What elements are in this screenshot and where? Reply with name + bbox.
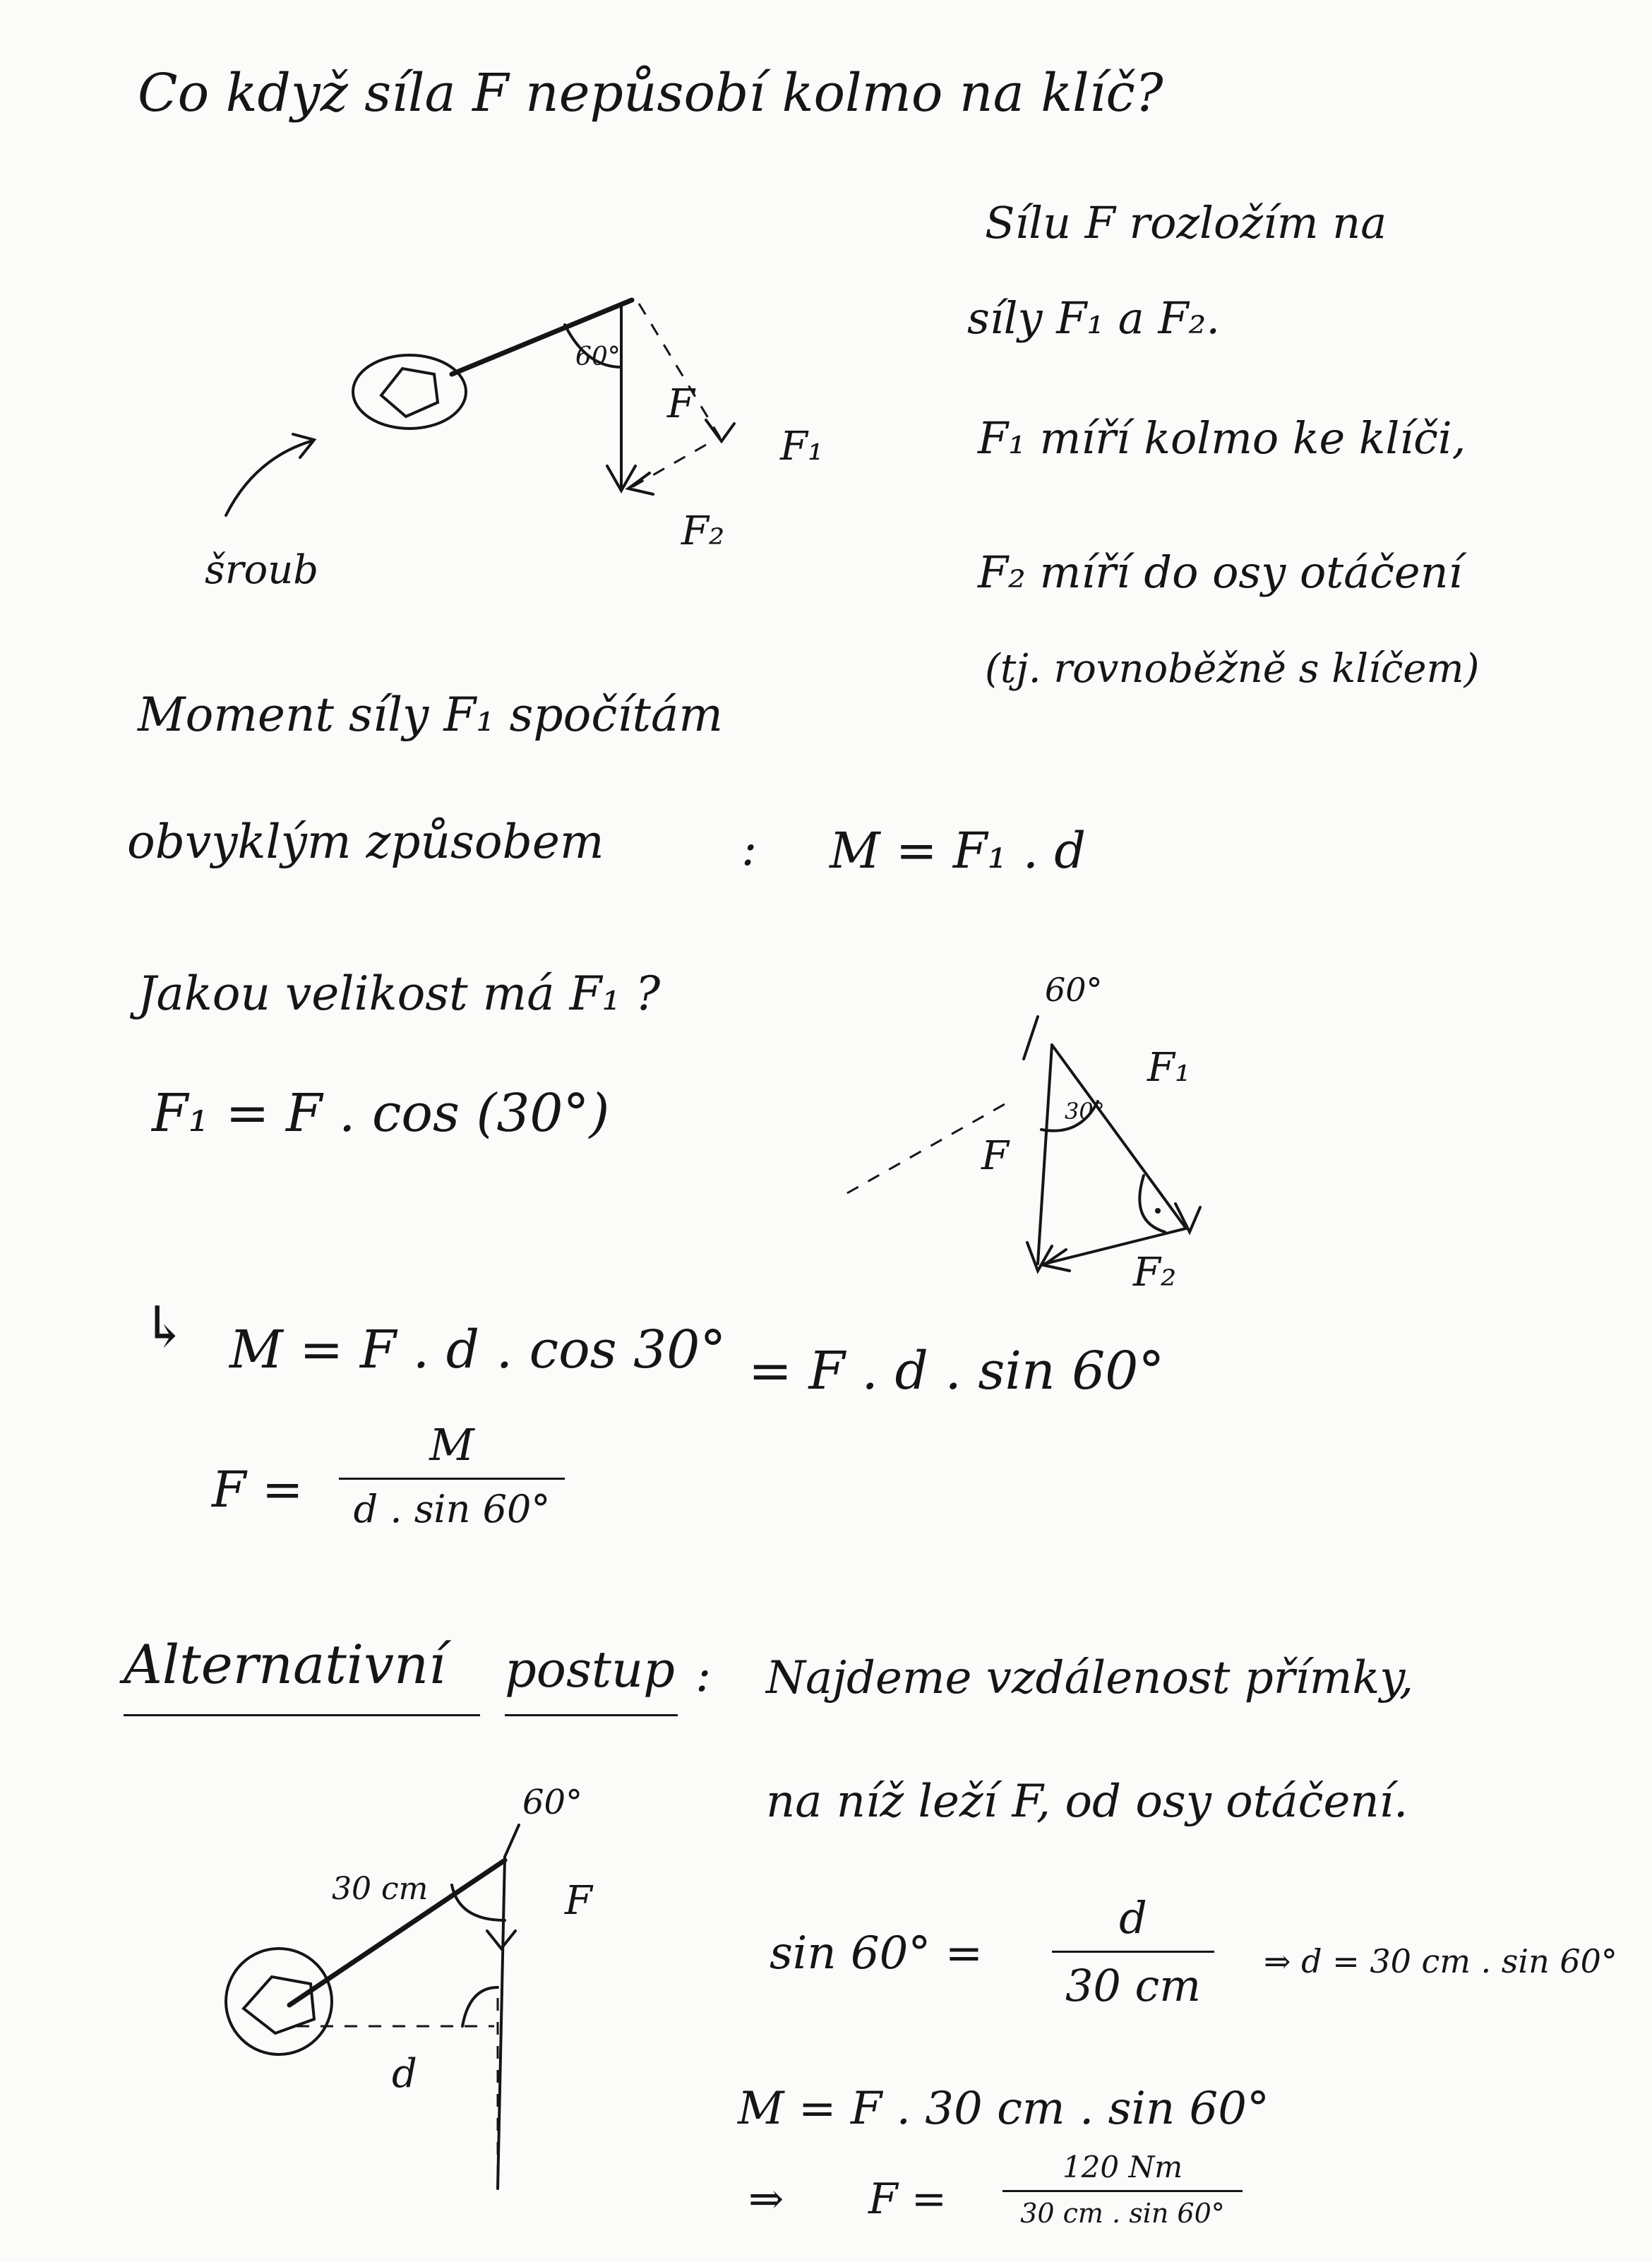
alt-text-2: na níž leží F, od osy otáčení.	[766, 1776, 1408, 1828]
d3-F-label: F	[565, 1878, 592, 1924]
alt-text-1: Najdeme vzdálenost přímky,	[766, 1652, 1414, 1704]
result-formula: M = F . d . cos 30°	[229, 1320, 726, 1380]
d2-angle-inner: 30°	[1065, 1098, 1105, 1125]
dashed-F2-line	[632, 445, 706, 487]
d1-F-label: F	[667, 381, 695, 427]
decomp-line-1: Sílu F rozložím na	[985, 197, 1387, 249]
screw-pentagon	[381, 369, 438, 417]
sin-eq-fraction	[1052, 1892, 1214, 2011]
screw-circle	[353, 355, 466, 429]
f-fraction-bar	[339, 1478, 565, 1480]
moment-line-2: obvyklým způsobem	[127, 815, 604, 869]
final-num: 120 Nm	[1062, 2150, 1183, 2184]
decomp-line-5: (tj. rovnoběžně s klíčem)	[985, 646, 1480, 692]
sin-eq-lhs: sin 60° =	[770, 1927, 983, 1980]
sin-eq-den: 30 cm	[1065, 1960, 1202, 2011]
d3-d-label: d	[392, 2051, 417, 2097]
d2-angle-top: 60°	[1045, 971, 1103, 1009]
F1-arrowhead	[706, 420, 734, 441]
f1-formula: F₁ = F . cos (30°)	[152, 1083, 610, 1144]
sin-eq-num: d	[1119, 1892, 1147, 1944]
d3-F-arrowhead	[487, 1931, 515, 1949]
alt-colon: :	[695, 1648, 712, 1702]
d2-F2-label: F₂	[1133, 1250, 1177, 1295]
screw-pointer-arrow	[226, 441, 311, 515]
f-fraction-den: d . sin 60°	[353, 1487, 551, 1531]
sin-eq-bar	[1052, 1951, 1214, 1953]
final-moment: M = F . 30 cm . sin 60°	[738, 2083, 1269, 2135]
d3-ext-line	[505, 1825, 519, 1857]
final-implies: ⇒	[748, 2174, 784, 2224]
final-den: 30 cm . sin 60°	[1020, 2198, 1225, 2229]
decomp-line-4: F₂ míří do osy otáčení	[978, 546, 1463, 598]
d3-right-angle	[462, 1987, 498, 2026]
f-fraction	[339, 1419, 565, 1531]
d1-angle-label: 60°	[575, 342, 621, 371]
d3-screw-circle	[226, 1949, 332, 2054]
page-title: Co když síla F nepůsobí kolmo na klíč?	[138, 63, 1163, 124]
alt-heading-2-underline	[505, 1714, 678, 1716]
alt-heading-1-underline	[124, 1714, 480, 1716]
result-equals: = F . d . sin 60°	[748, 1341, 1165, 1401]
result-arrow: ↳	[141, 1294, 189, 1360]
moment-colon: :	[741, 822, 758, 876]
F2-arrowhead	[628, 473, 653, 494]
d3-length-label: 30 cm	[332, 1871, 429, 1907]
d2-right-angle-dot	[1155, 1208, 1161, 1214]
sin-eq-implies: ⇒ d = 30 cm . sin 60°	[1264, 1942, 1617, 1980]
d1-screw-label: šroub	[205, 547, 319, 593]
f-fraction-lhs: F =	[212, 1461, 304, 1519]
decomp-line-3: F₁ míří kolmo ke klíči,	[978, 412, 1466, 464]
d3-angle-label: 60°	[522, 1783, 583, 1822]
final-fraction	[1002, 2150, 1243, 2229]
final-bar	[1002, 2190, 1243, 2192]
d2-F1-label: F₁	[1147, 1045, 1191, 1091]
d2-F-arrow	[1038, 1045, 1052, 1264]
d3-screw-pentagon	[244, 1977, 314, 2033]
decomp-line-2: síly F₁ a F₂.	[967, 292, 1221, 344]
d1-F2-label: F₂	[681, 508, 725, 554]
d2-F-label: F	[981, 1133, 1009, 1179]
moment-formula: M = F₁ . d	[830, 822, 1087, 880]
alt-heading-1: Alternativní	[124, 1633, 446, 1696]
f-fraction-num: M	[429, 1419, 474, 1471]
moment-line-1: Moment síly F₁ spočítám	[138, 688, 723, 742]
d2-top-ext-line	[1024, 1017, 1038, 1059]
final-lhs: F =	[868, 2174, 947, 2224]
d1-F1-label: F₁	[780, 424, 824, 469]
alt-heading-2: postup	[505, 1641, 675, 1699]
question-line: Jakou velikost má F₁ ?	[138, 967, 661, 1021]
